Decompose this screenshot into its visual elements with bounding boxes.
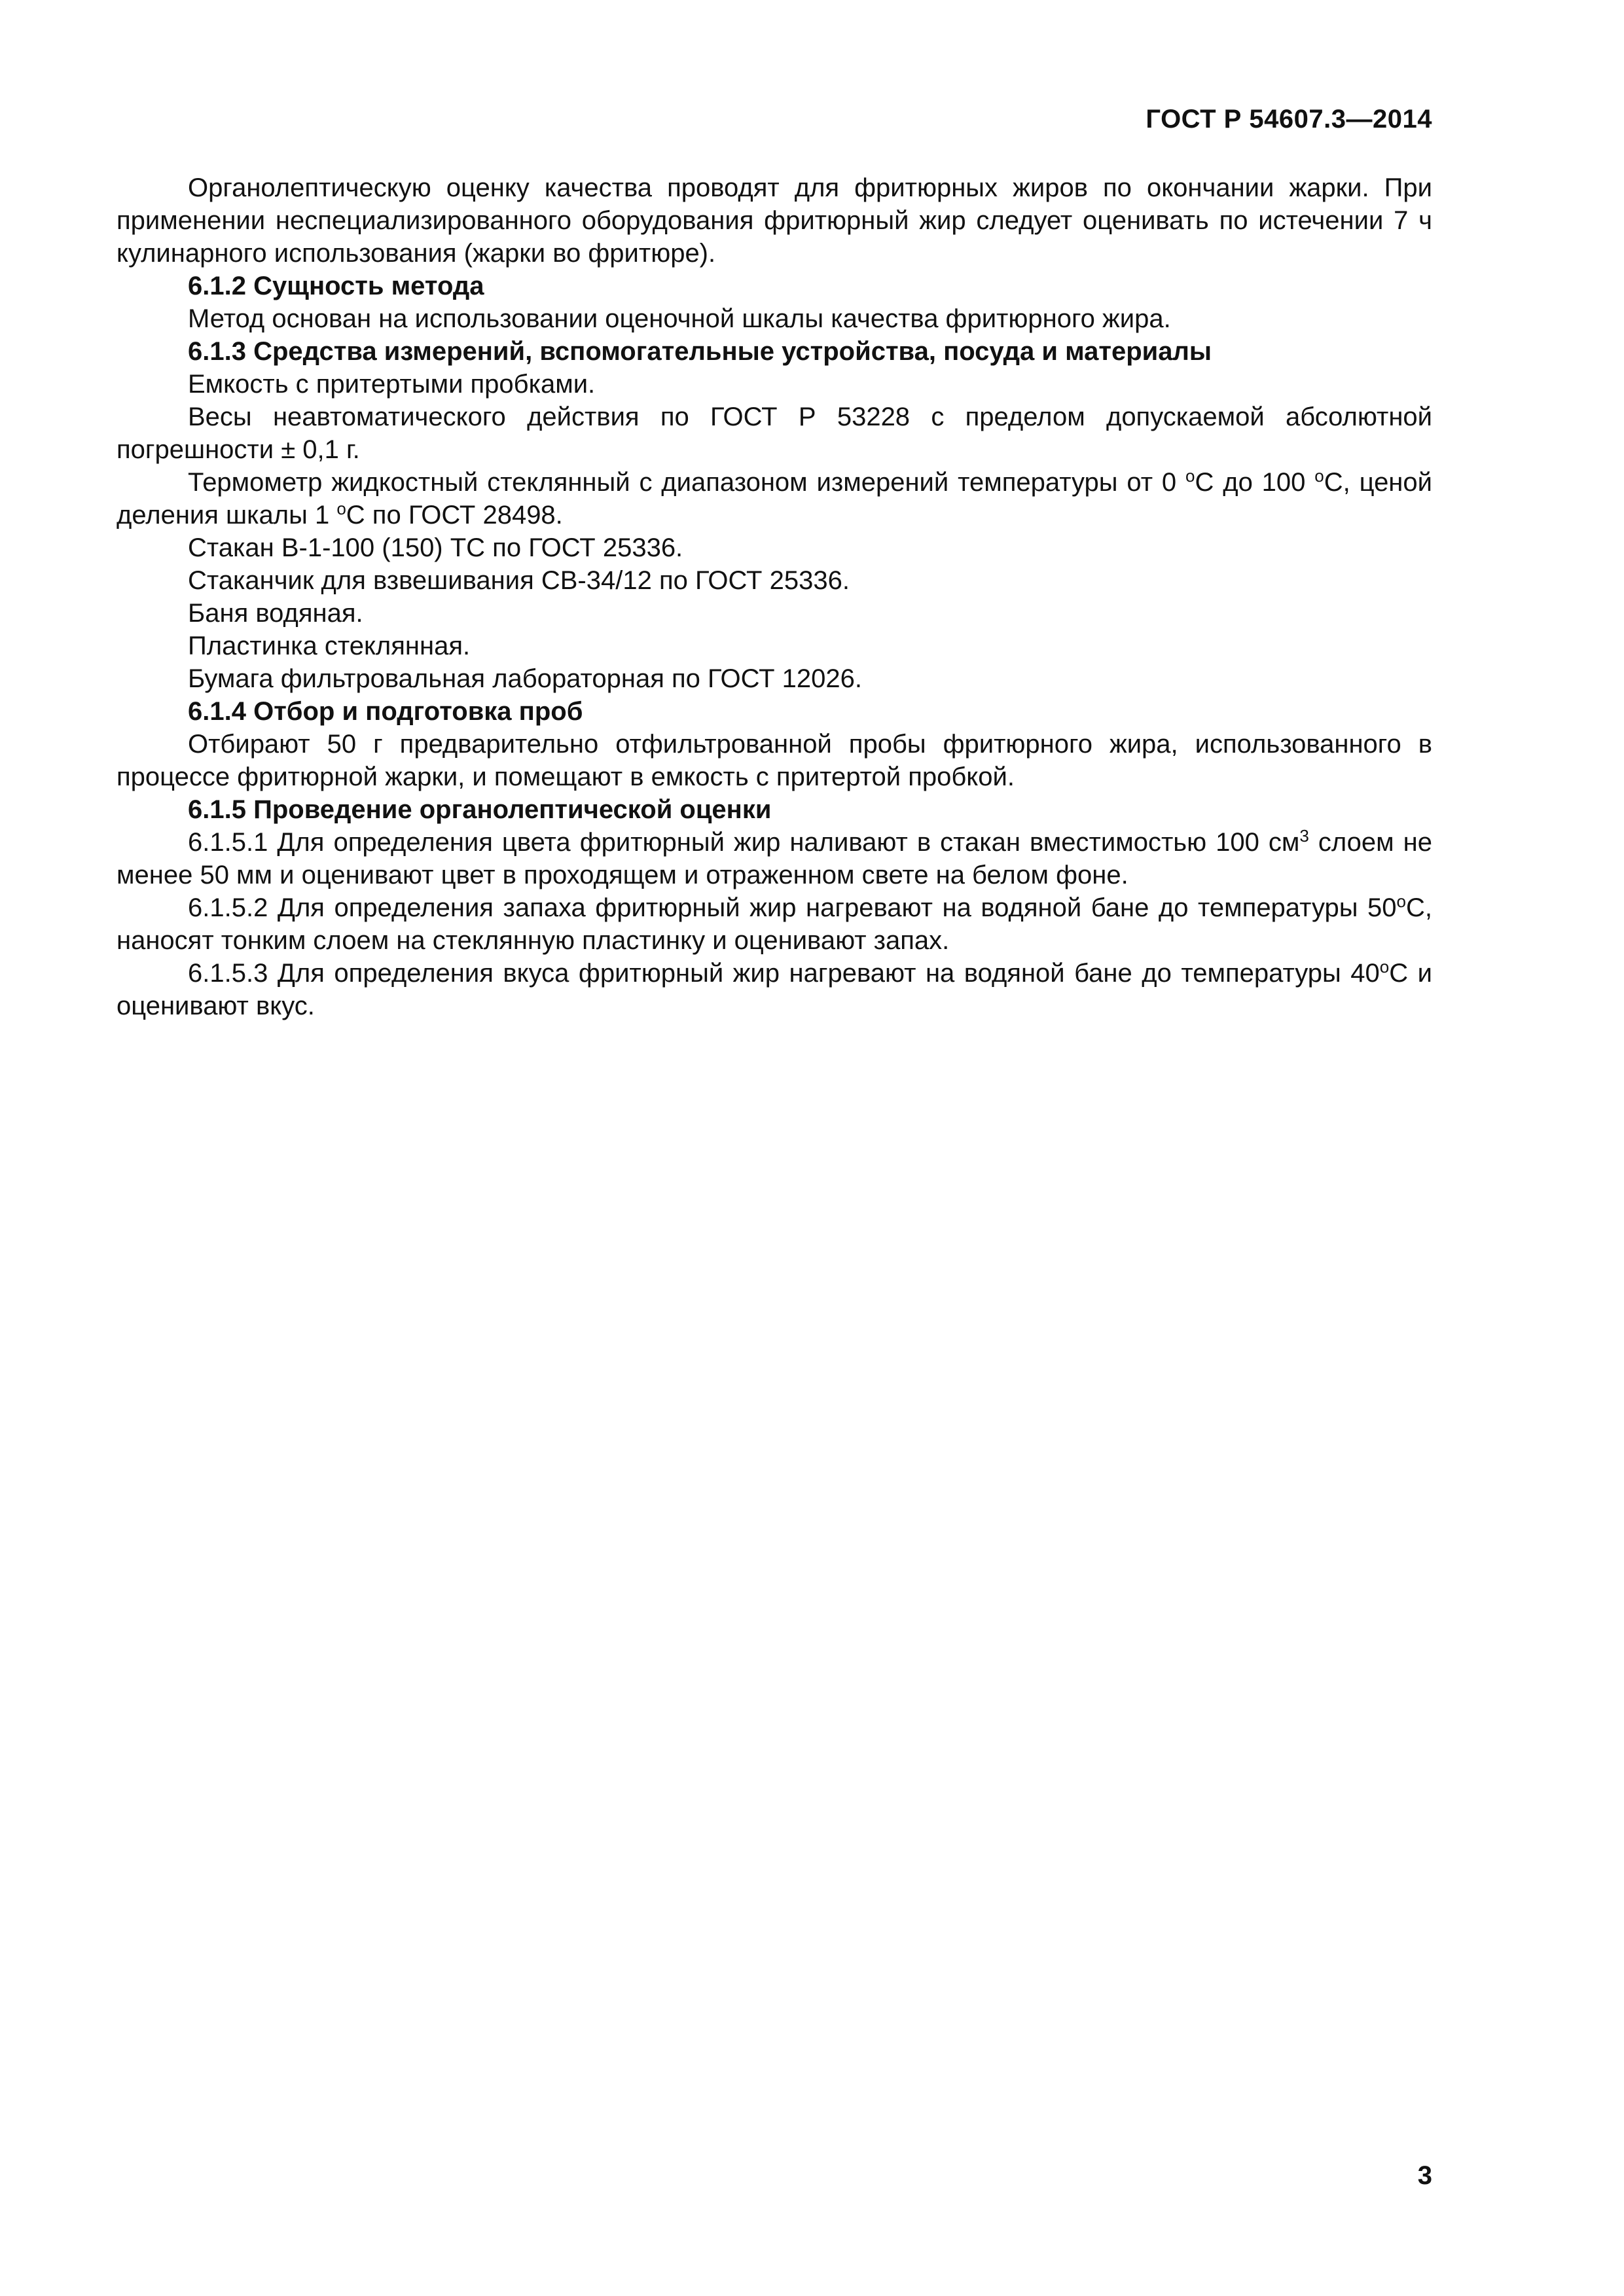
degree-mark: о <box>1396 891 1406 911</box>
paragraph-sampling: Отбирают 50 г предварительно отфильтрованной пробы фритюрного жира, использованного в процессе фритюрной жарки, и помещают в емкость с притертой пробкой. <box>117 730 1432 791</box>
color-text-a: 6.1.5.1 Для определения цвета фритюрный жир наливают в стакан вместимостью 100 см <box>188 828 1300 857</box>
taste-text-a: 6.1.5.3 Для определения вкуса фритюрный жир нагревают на водяной бане до температуры 40 <box>188 959 1380 988</box>
paragraph-container: Емкость с притертыми пробками. <box>188 370 596 399</box>
section-heading-6-1-3: 6.1.3 Средства измерений, вспомогательные устройства, посуда и материалы <box>188 337 1212 366</box>
thermometer-text-a: Термометр жидкостный стеклянный с диапазоном измерений температуры от 0 <box>188 468 1186 497</box>
paragraph-weighing-cup: Стаканчик для взвешивания СВ-34/12 по ГОСТ 25336. <box>188 566 850 595</box>
document-body <box>117 171 1432 1022</box>
paragraph-6-1-5-2-smell <box>117 891 1432 957</box>
paragraph-water-bath: Баня водяная. <box>188 599 363 628</box>
degree-mark: о <box>1185 466 1195 486</box>
paragraph-glass-plate: Пластинка стеклянная. <box>188 632 471 660</box>
degree-mark: о <box>1314 466 1324 486</box>
smell-text-b: С, наносят тонким слоем на стеклянную пластинку и оценивают запах. <box>117 893 1432 955</box>
thermometer-text-d: С по ГОСТ 28498. <box>346 501 563 529</box>
color-text-b: слоем не менее 50 мм и оценивают цвет в проходящем и отраженном свете на белом фоне. <box>117 828 1432 889</box>
degree-mark: о <box>336 499 346 518</box>
section-heading-6-1-5: 6.1.5 Проведение органолептической оценки <box>188 795 772 824</box>
paragraph-organoleptic-intro: Органолептическую оценку качества проводят для фритюрных жиров по окончании жарки. При применении неспециализированного оборудования фритюрный жир следует оценивать по истечении 7 ч кулинарного использования (жарки во фритюре). <box>117 173 1432 268</box>
thermometer-text-c: С, ценой деления шкалы 1 <box>117 468 1432 529</box>
degree-mark: о <box>1379 957 1390 977</box>
paragraph-scales: Весы неавтоматического действия по ГОСТ Р 53228 с пределом допускаемой абсолютной погрешности ± 0,1 г. <box>117 403 1432 464</box>
page-number: 3 <box>1417 2161 1432 2190</box>
paragraph-method-essence: Метод основан на использовании оценочной шкалы качества фритюрного жира. <box>188 304 1171 333</box>
paragraph-thermometer <box>117 466 1432 531</box>
paragraph-6-1-5-1-color <box>117 826 1432 891</box>
superscript-cubic: 3 <box>1299 826 1309 846</box>
smell-text-a: 6.1.5.2 Для определения запаха фритюрный жир нагревают на водяной бане до температуры 50 <box>188 893 1397 922</box>
document-standard-id: ГОСТ Р 54607.3—2014 <box>1146 105 1432 134</box>
section-heading-6-1-4: 6.1.4 Отбор и подготовка проб <box>188 697 583 726</box>
paragraph-filter-paper: Бумага фильтровальная лабораторная по ГОСТ 12026. <box>188 664 863 693</box>
paragraph-6-1-5-3-taste <box>117 957 1432 1022</box>
paragraph-beaker: Стакан В-1-100 (150) ТС по ГОСТ 25336. <box>188 533 683 562</box>
thermometer-text-b: С до 100 <box>1195 468 1315 497</box>
taste-text-b: С и оценивают вкус. <box>117 959 1432 1020</box>
section-heading-6-1-2: 6.1.2 Сущность метода <box>188 272 484 300</box>
